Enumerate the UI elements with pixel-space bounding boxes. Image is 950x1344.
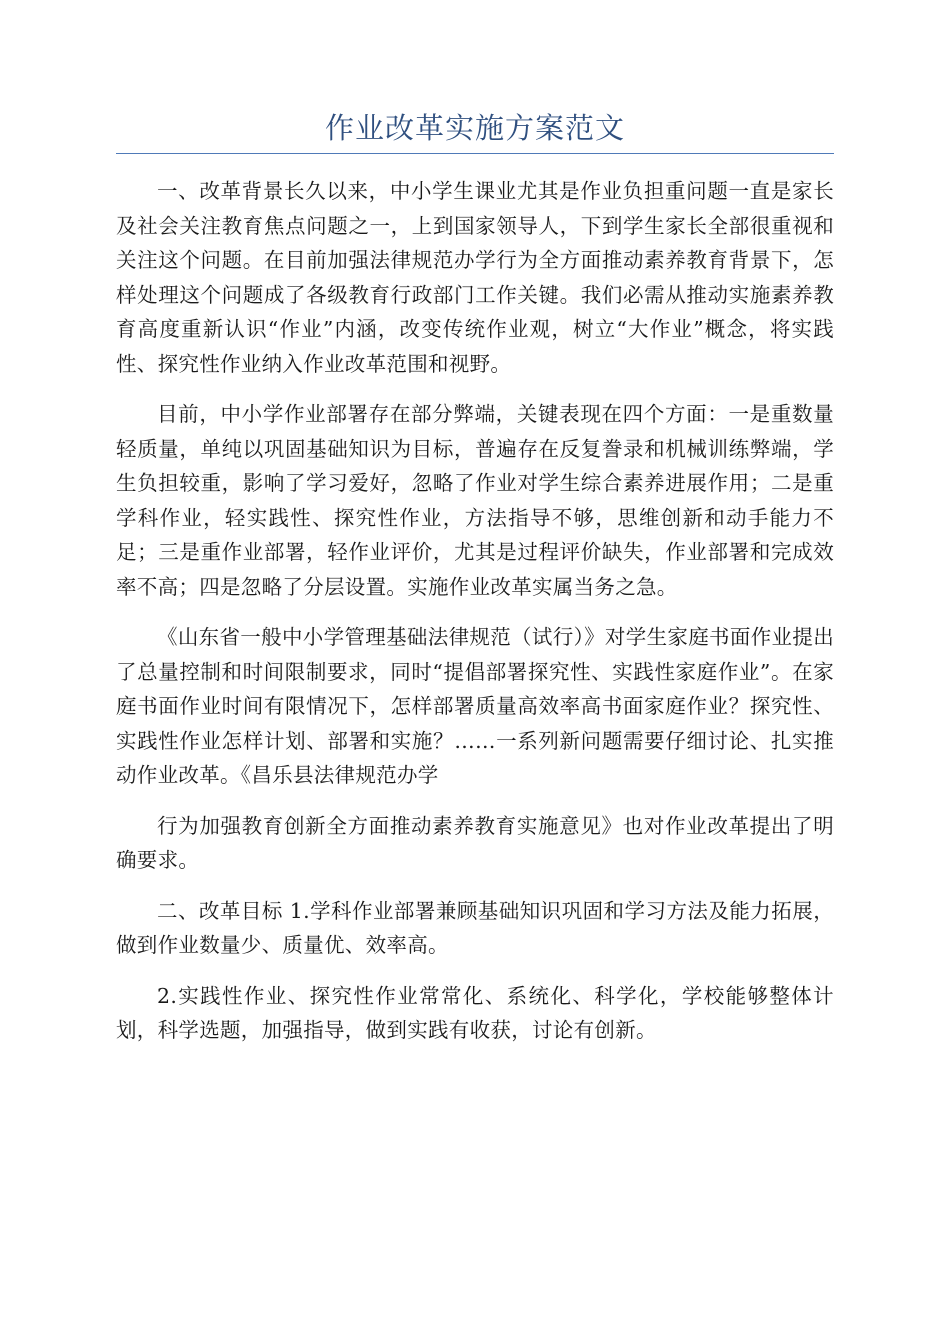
document-title: 作业改革实施方案范文	[324, 111, 625, 145]
title-underline	[116, 153, 834, 154]
paragraph-current-problems: 目前，中小学作业部署存在部分弊端，关键表现在四个方面：一是重数量轻质量，单纯以巩固基础知识为目标，普遍存在反复誊录和机械训练弊端，学生负担较重，影响了学习爱好，忽略了作业对学生综合素养进展作用；二是重学科作业，轻实践性、探究性作业，方法指导不够，思维创新和动手能力不足；三是重作业部署，轻作业评价，尤其是过程评价缺失，作业部署和完成效率不高；四是忽略了分层设置。实施作业改革实属当务之急。	[116, 402, 834, 599]
paragraph-regulations: 《山东省一般中小学管理基础法律规范（试行）》对学生家庭书面作业提出了总量控制和时间限制要求，同时“提倡部署探究性、实践性家庭作业”。在家庭书面作业时间有限情况下，怎样部署质量高效率高书面家庭作业？探究性、实践性作业怎样计划、部署和实施？……一系列新问题需要仔细讨论、扎实推动作业改革。《昌乐县法律规范办学	[116, 625, 834, 787]
paragraph-regulations-continued: 行为加强教育创新全方面推动素养教育实施意见》也对作业改革提出了明确要求。	[116, 813, 834, 872]
paragraph-goal-2: 2.实践性作业、探究性作业常常化、系统化、科学化，学校能够整体计划，科学选题，加强指导，做到实践有收获，讨论有创新。	[116, 983, 834, 1042]
paragraph-goal-1: 二、改革目标 1.学科作业部署兼顾基础知识巩固和学习方法及能力拓展，做到作业数量少、质量优、效率高。	[116, 898, 834, 957]
paragraph-background: 一、改革背景长久以来，中小学生课业尤其是作业负担重问题一直是家长及社会关注教育焦点问题之一，上到国家领导人，下到学生家长全部很重视和关注这个问题。在目前加强法律规范办学行为全方面推动素养教育背景下，怎样处理这个问题成了各级教育行政部门工作关键。我们必需从推动实施素养教育高度重新认识“作业”内涵，改变传统作业观，树立“大作业”概念，将实践性、探究性作业纳入作业改革范围和视野。	[116, 179, 834, 376]
document-body	[116, 174, 834, 1064]
